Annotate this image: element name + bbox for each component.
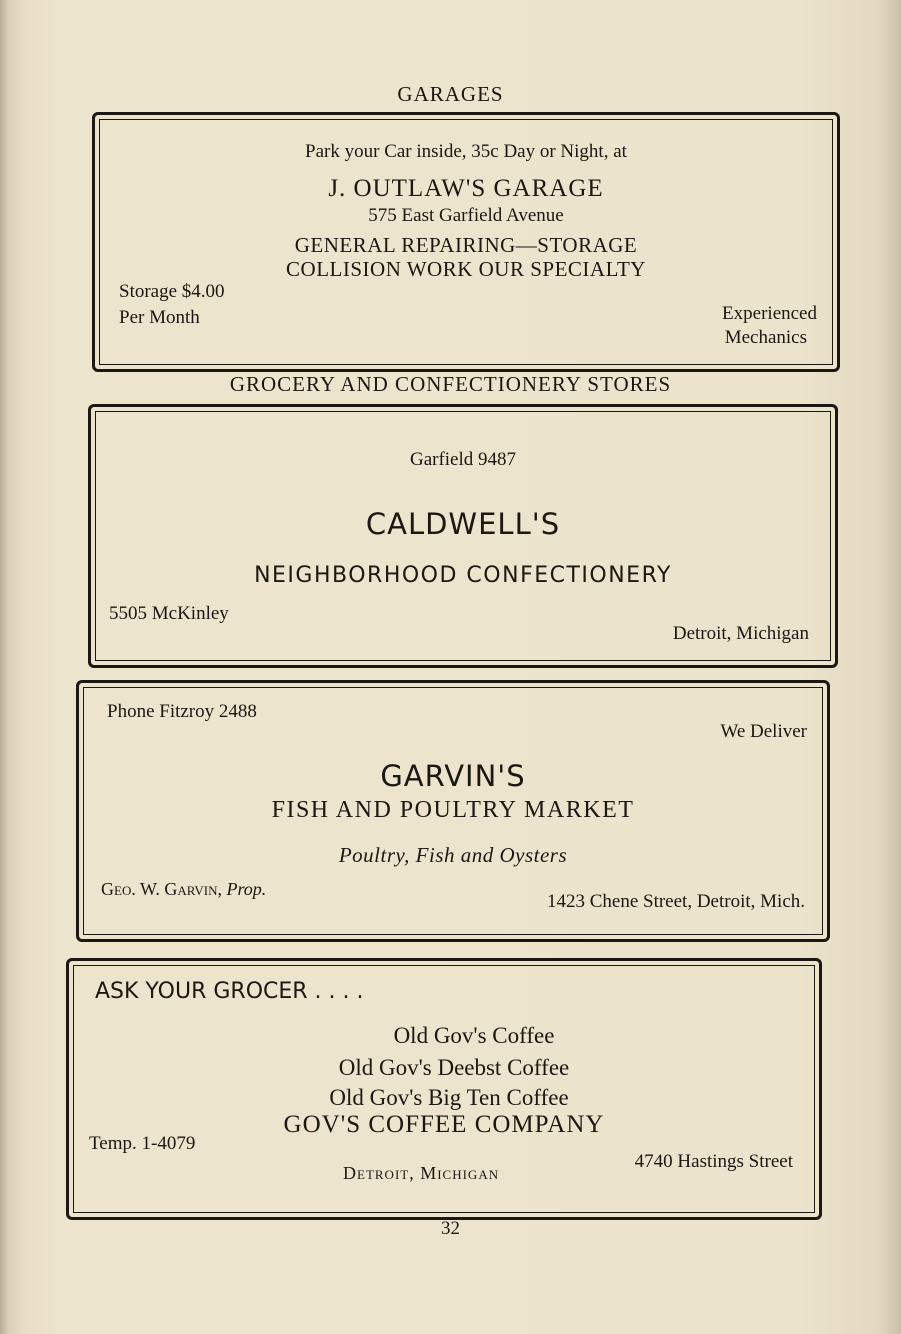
caldwell-subtitle: NEIGHBORHOOD CONFECTIONERY	[254, 563, 672, 588]
ad-garvins	[76, 680, 830, 942]
caldwell-phone: Garfield 9487	[409, 449, 517, 470]
govs-city: Detroit, Michigan	[343, 1163, 500, 1183]
garvin-proprietor: Geo. W. Garvin,	[101, 879, 222, 899]
outlaw-storage-price: Storage $4.00	[119, 281, 225, 302]
govs-address: 4740 Hastings Street	[634, 1151, 793, 1172]
govs-company: GOV'S COFFEE COMPANY	[283, 1111, 605, 1138]
garvin-delivery: We Deliver	[720, 721, 807, 742]
garvin-subtitle: FISH AND POULTRY MARKET	[271, 797, 635, 823]
outlaw-name: J. OUTLAW'S GARAGE	[328, 175, 604, 202]
caldwell-city: Detroit, Michigan	[672, 623, 809, 644]
garvin-proprietor-line	[101, 879, 266, 900]
outlaw-intro: Park your Car inside, 35c Day or Night, at	[305, 141, 627, 162]
garvin-tagline: Poultry, Fish and Oysters	[338, 843, 568, 867]
garvin-phone: Phone Fitzroy 2488	[107, 701, 257, 722]
garvin-name: GARVIN'S	[380, 759, 526, 793]
govs-phone: Temp. 1-4079	[89, 1133, 196, 1154]
outlaw-address: 575 East Garfield Avenue	[368, 205, 564, 226]
outlaw-service-2: COLLISION WORK OUR SPECIALTY	[286, 257, 646, 281]
ad-caldwells	[88, 404, 838, 668]
caldwell-address: 5505 McKinley	[109, 603, 229, 624]
outlaw-storage-period: Per Month	[119, 307, 200, 328]
govs-product-3: Old Gov's Big Ten Coffee	[329, 1085, 569, 1110]
outlaw-mechanics-1: Experienced	[722, 303, 817, 324]
ad-govs-coffee	[66, 958, 822, 1220]
govs-headline: ASK YOUR GROCER . . . .	[95, 979, 364, 1004]
govs-product-1: Old Gov's Coffee	[393, 1023, 555, 1048]
ad-outlaw-garage	[92, 112, 840, 372]
garvin-proprietor-title: Prop.	[226, 879, 267, 899]
section-title-grocery: GROCERY AND CONFECTIONERY STORES	[229, 372, 672, 396]
govs-product-2: Old Gov's Deebst Coffee	[338, 1055, 570, 1080]
garvin-address: 1423 Chene Street, Detroit, Mich.	[546, 891, 805, 912]
page-number: 32	[441, 1218, 460, 1239]
outlaw-mechanics-2: Mechanics	[724, 327, 807, 348]
caldwell-name: CALDWELL'S	[365, 507, 561, 541]
section-title-garages: GARAGES	[397, 82, 504, 106]
outlaw-service-1: GENERAL REPAIRING—STORAGE	[294, 233, 638, 257]
